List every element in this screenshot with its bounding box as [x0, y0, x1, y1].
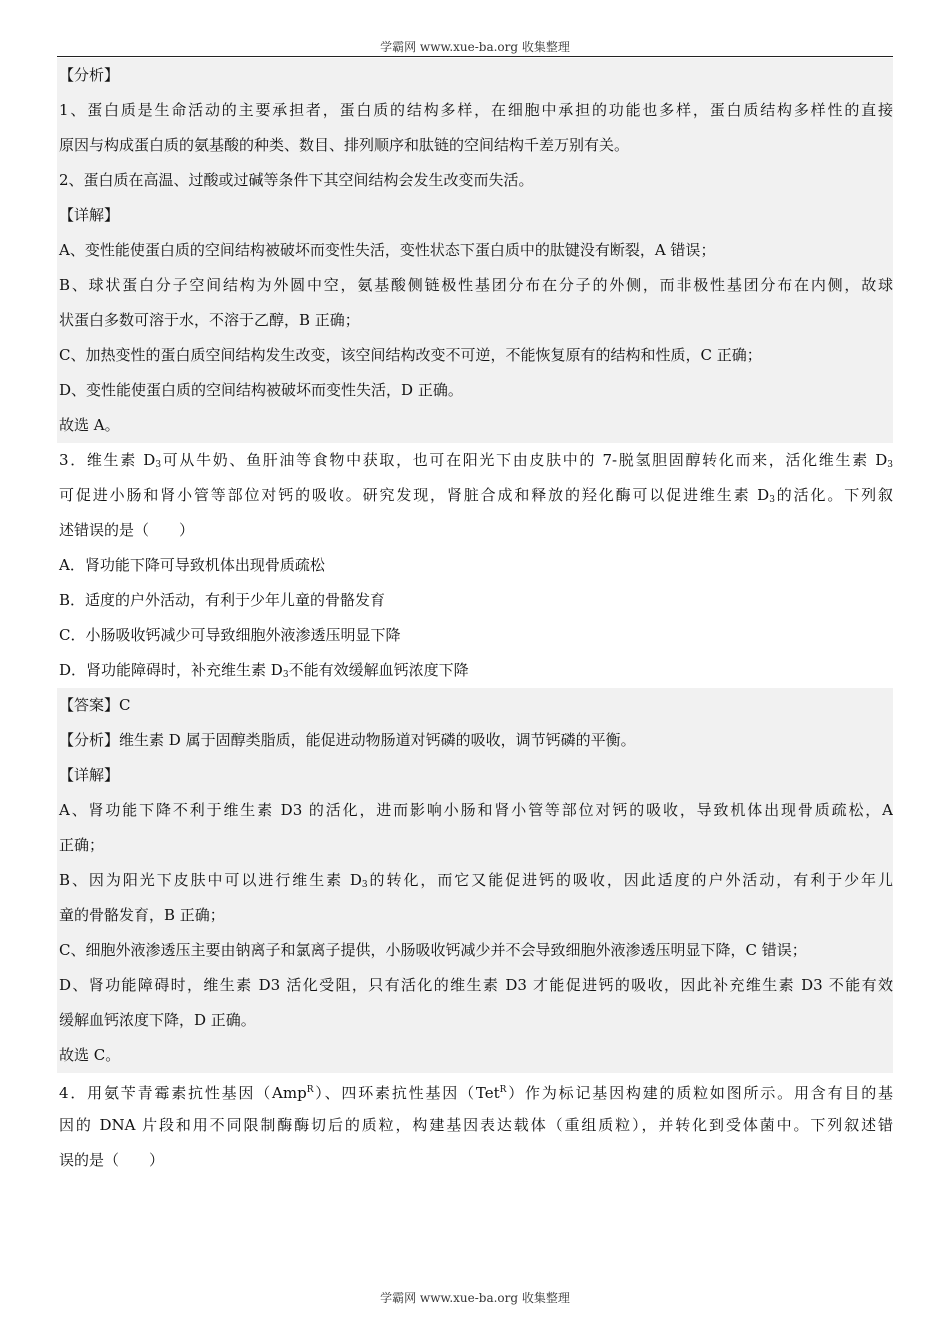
q2-detail-tag: 【详解】 — [59, 206, 120, 224]
page-header: 学霸网 www.xue-ba.org 收集整理 — [380, 40, 570, 54]
q3-option-c: C．小肠吸收钙减少可导致细胞外液渗透压明显下降 — [59, 626, 401, 644]
q3-option-d: D．肾功能障碍时，补充维生素 $D_3$不能有效缓解血钙浓度下降 — [59, 661, 469, 680]
q2-detail-d: D、变性能使蛋白质的空间结构被破坏而变性失活，D 正确。 — [59, 381, 463, 399]
page-footer: 学霸网 www.xue-ba.org 收集整理 — [380, 1291, 570, 1305]
q3-detail-b-line-1: B、因为阳光下皮肤中可以进行维生素 $D_3$的转化，而它又能促进钙的吸收，因此适度的户外活动，有利于少年儿 — [59, 871, 893, 890]
q3-detail-c: C、细胞外液渗透压主要由钠离子和氯离子提供，小肠吸收钙减少并不会导致细胞外液渗透压明显下降，C 错误； — [59, 941, 807, 959]
q3-explanation-block — [57, 688, 893, 1073]
q3-option-a: A．肾功能下降可导致机体出现骨质疏松 — [59, 556, 325, 574]
q4-stem-line-2: 因的 DNA 片段和用不同限制酶酶切后的质粒，构建基因表达载体（重组质粒），并转化到受体菌中。下列叙述错 — [59, 1116, 893, 1134]
q2-analysis-tag: 【分析】 — [59, 66, 120, 84]
q2-analysis-point-1-line-1: 1、蛋白质是生命活动的主要承担者，蛋白质的结构多样，在细胞中承担的功能也多样，蛋白质结构多样性的直接 — [59, 101, 893, 119]
q3-detail-b-line-2: 童的骨骼发育，B 正确； — [59, 906, 225, 924]
q3-choose: 故选 C。 — [59, 1046, 121, 1064]
document-body — [57, 58, 893, 1178]
q3-detail-d-line-2: 缓解血钙浓度下降，D 正确。 — [59, 1011, 256, 1029]
q3-detail-a-line-2: 正确； — [59, 836, 105, 854]
q4-question-block — [57, 1073, 893, 1178]
header-rule — [57, 56, 893, 57]
q3-option-b: B．适度的户外活动，有利于少年儿童的骨骼发育 — [59, 591, 386, 609]
q2-detail-b-line-2: 状蛋白多数可溶于水，不溶于乙醇，B 正确； — [59, 311, 360, 329]
q3-question-block — [57, 443, 893, 688]
q3-detail-d-line-1: D、肾功能障碍时，维生素 D3 活化受阻，只有活化的维生素 D3 才能促进钙的吸收，因此补充维生素 D3 不能有效 — [59, 976, 893, 994]
q2-analysis-point-1-line-2: 原因与构成蛋白质的氨基酸的种类、数目、排列顺序和肽链的空间结构千差万别有关。 — [59, 136, 630, 154]
q3-detail-tag: 【详解】 — [59, 766, 120, 784]
q4-stem-line-3: 误的是（ ） — [59, 1151, 165, 1169]
q2-analysis-point-2: 2、蛋白质在高温、过酸或过碱等条件下其空间结构会发生改变而失活。 — [59, 171, 534, 189]
q2-detail-b-line-1: B、球状蛋白分子空间结构为外圆中空，氨基酸侧链极性基团分布在分子的外侧，而非极性基团分布在内侧，故球 — [59, 276, 893, 294]
q2-choose: 故选 A。 — [59, 416, 120, 434]
q4-stem-line-1: 4．用氨苄青霉素抗性基因（Amp$^R$）、四环素抗性基因（Tet$^R$）作为标记基因构建的质粒如图所示。用含有目的基 — [59, 1084, 893, 1102]
q3-stem-line-1: 3．维生素 $D_3$可从牛奶、鱼肝油等食物中获取，也可在阳光下由皮肤中的 7-脱氢胆固醇转化而来，活化维生素 $D_3$ — [59, 451, 893, 470]
q3-stem-line-3: 述错误的是（ ） — [59, 521, 195, 539]
q3-stem-line-2: 可促进小肠和肾小管等部位对钙的吸收。研究发现，肾脏合成和释放的羟化酶可以促进维生素 $D_3$的活化。下列叙 — [59, 486, 893, 505]
q3-analysis: 【分析】维生素 D 属于固醇类脂质，能促进动物肠道对钙磷的吸收，调节钙磷的平衡。 — [59, 731, 636, 749]
q3-detail-a-line-1: A、肾功能下降不利于维生素 D3 的活化，进而影响小肠和肾小管等部位对钙的吸收，导致机体出现骨质疏松，A — [59, 801, 893, 819]
q2-detail-c: C、加热变性的蛋白质空间结构发生改变，该空间结构改变不可逆，不能恢复原有的结构和性质，C 正确； — [59, 346, 762, 364]
q2-explanation-block — [57, 58, 893, 443]
q3-answer: 【答案】C — [59, 696, 131, 714]
q2-detail-a: A、变性能使蛋白质的空间结构被破坏而变性失活，变性状态下蛋白质中的肽键没有断裂，A 错误； — [59, 241, 716, 259]
